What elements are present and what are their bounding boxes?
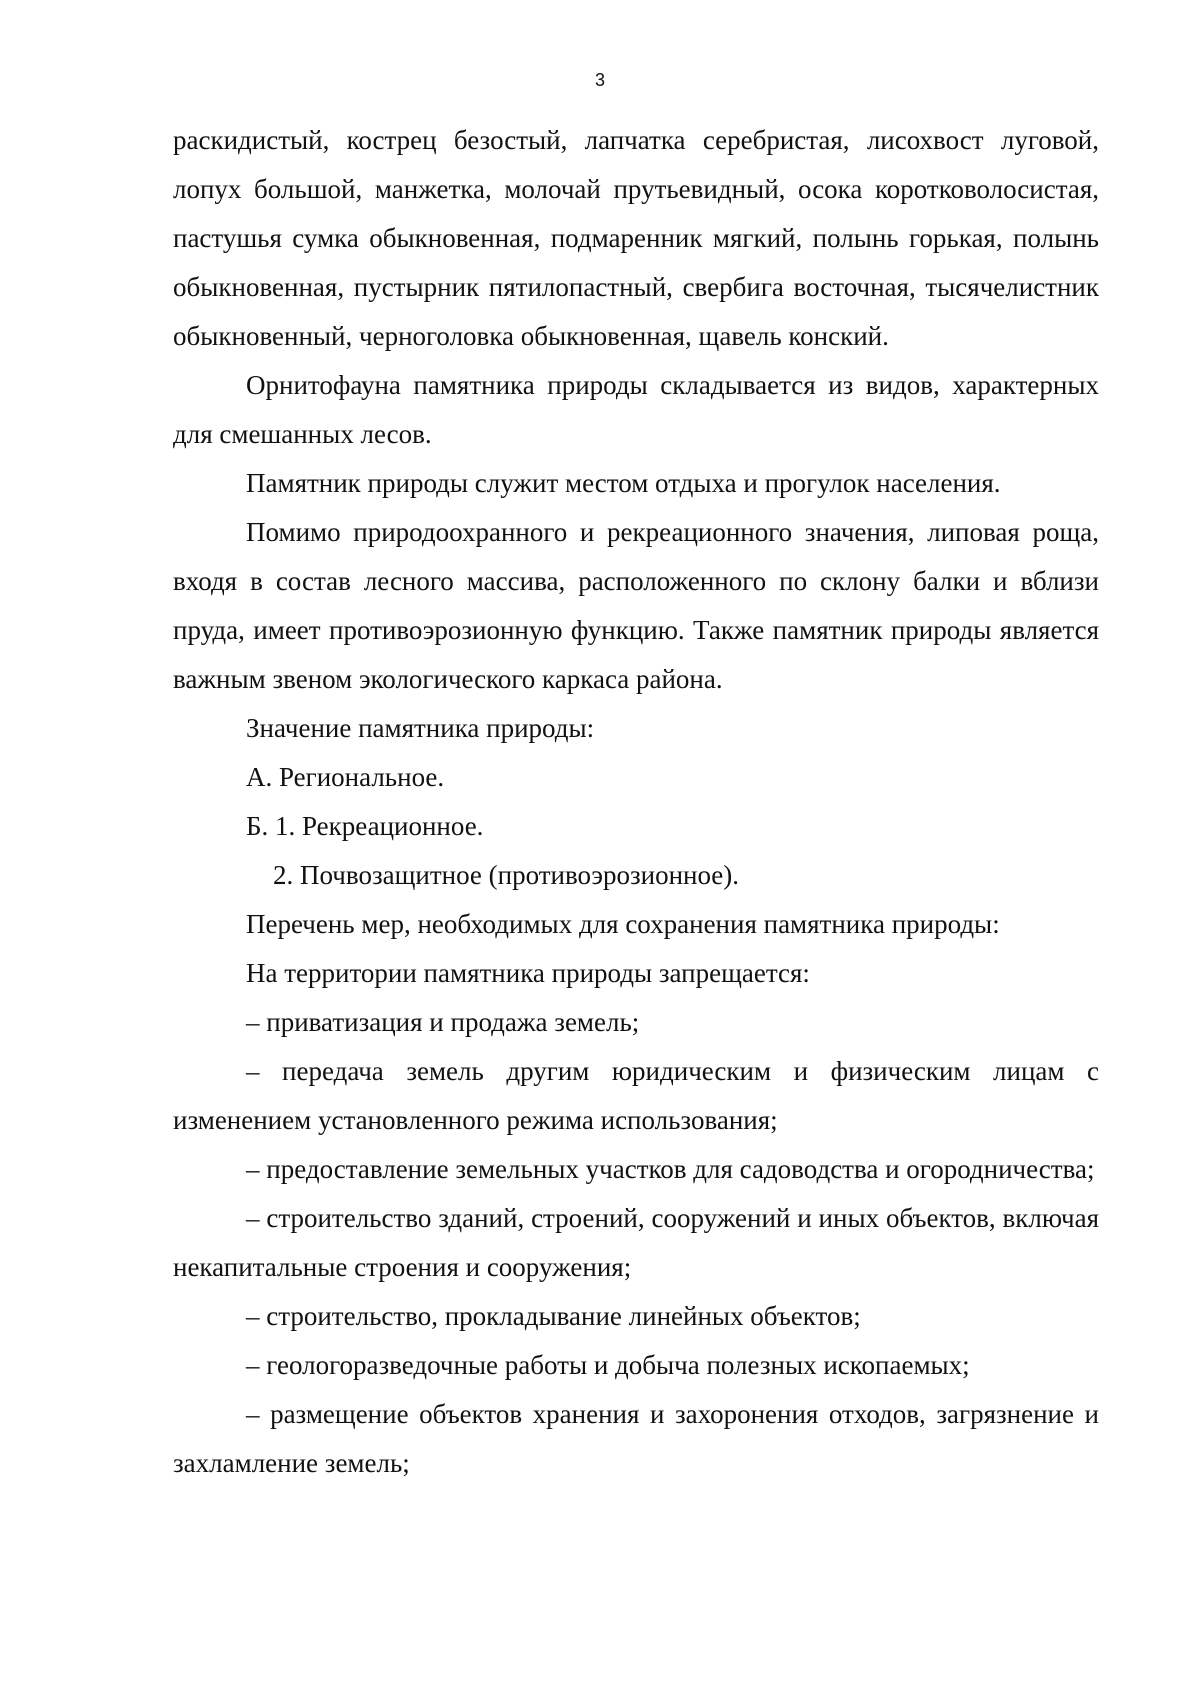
prohibition-item-gardening-plots: – предоставление земельных участков для садоводства и огородничества; [246, 1154, 1095, 1184]
page-number: 3 [594, 70, 605, 90]
paragraph-avifauna: Орнитофауна памятника природы складывается из видов, характерных для смешанных лесов. [173, 370, 1099, 449]
prohibition-item-land-transfer: – передача земель другим юридическим и физическим лицам с изменением установленного режима использования; [173, 1056, 1099, 1135]
prohibition-item-construction: – строительство зданий, строений, сооружений и иных объектов, включая некапитальные строения и сооружения; [173, 1203, 1099, 1282]
significance-item-soil-protective: 2. Почвозащитное (противоэрозионное). [273, 860, 740, 890]
document-body [173, 116, 1099, 1488]
prohibitions-heading: На территории памятника природы запрещается: [246, 958, 810, 988]
paragraph-function: Помимо природоохранного и рекреационного значения, липовая роща, входя в состав лесного массива, расположенного по склону балки и вблизи пруда, имеет противоэрозионную функцию. Также памятник природы является важным звеном экологического каркаса района. [173, 517, 1099, 694]
paragraph-recreation: Памятник природы служит местом отдыха и прогулок населения. [246, 468, 1001, 498]
significance-item-regional: А. Региональное. [246, 762, 445, 792]
prohibition-item-waste: – размещение объектов хранения и захоронения отходов, загрязнение и захламление земель; [173, 1399, 1099, 1478]
measures-heading: Перечень мер, необходимых для сохранения памятника природы: [246, 909, 1000, 939]
prohibition-item-privatization: – приватизация и продажа земель; [246, 1007, 640, 1037]
significance-item-recreational: Б. 1. Рекреационное. [246, 811, 484, 841]
prohibition-item-mining: – геологоразведочные работы и добыча полезных ископаемых; [246, 1350, 970, 1380]
paragraph-plant-species: раскидистый, кострец безостый, лапчатка серебристая, лисохвост луговой, лопух большой, манжетка, молочай прутьевидный, осока коротковолосистая, пастушья сумка обыкновенная, подмаренник мягкий, полынь горькая, полынь обыкновенная, пустырник пятилопастный, свербига восточная, тысячелистник обыкновенный, черноголовка обыкновенная, щавель конский. [173, 125, 1099, 351]
significance-heading: Значение памятника природы: [246, 713, 595, 743]
prohibition-item-linear-objects: – строительство, прокладывание линейных объектов; [246, 1301, 861, 1331]
